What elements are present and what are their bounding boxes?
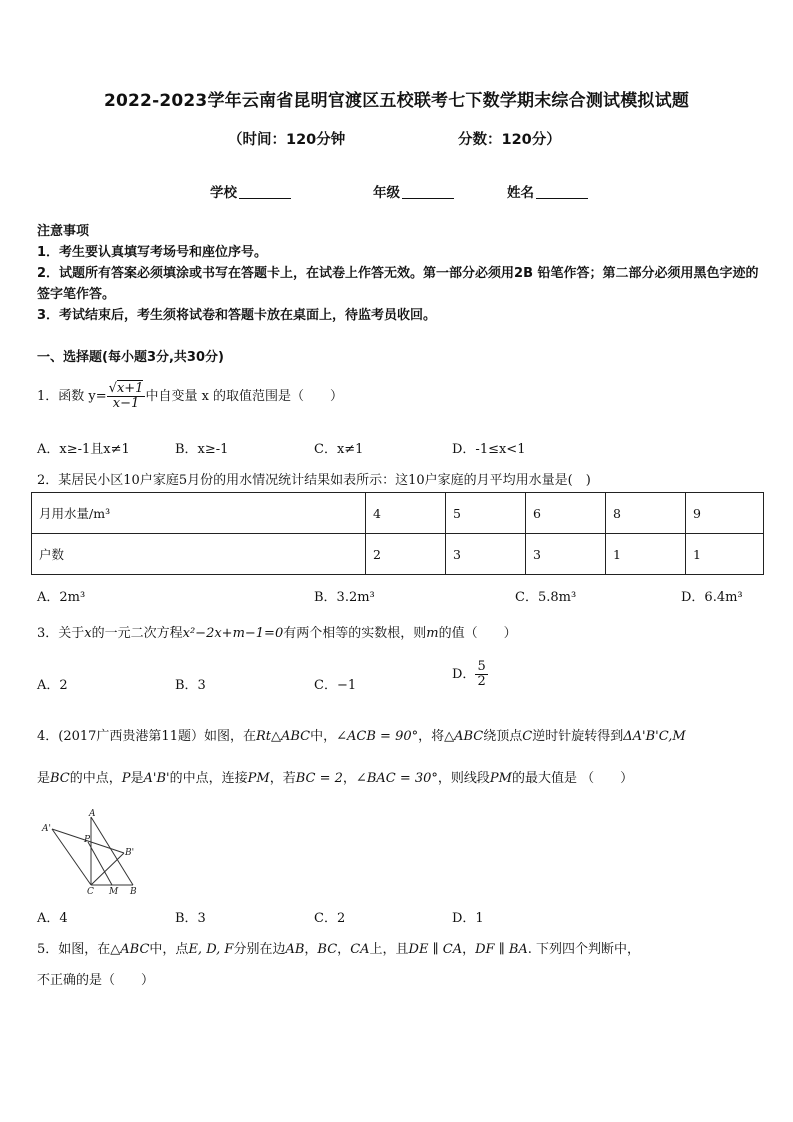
label-m: M [109, 887, 119, 895]
q3-frac-den: 2 [477, 674, 486, 690]
grade-field [373, 181, 454, 201]
q3-text: 的一元二次方程 [91, 626, 183, 641]
q4-text: ，若 [269, 771, 296, 786]
q1-numerator: x+1 [116, 380, 144, 396]
q2-option-b[interactable]: B．3.2m³ [314, 590, 375, 605]
notes-block [37, 221, 762, 326]
question-5-line-2: 不正确的是（ ） [37, 973, 155, 988]
question-4-line-2 [37, 767, 633, 786]
exam-score: 分数：120分） [458, 132, 561, 148]
label-c: C [87, 887, 94, 895]
table-cell: 2 [366, 534, 446, 575]
q4-text: 4．(2017广西贵港第11题）如图，在 [37, 729, 256, 744]
q4-math: Rt△ABC [255, 729, 311, 744]
table-cell: 1 [686, 534, 764, 575]
school-field [210, 181, 291, 201]
table-cell: 4 [366, 493, 446, 534]
q5-text: 中，点 [149, 942, 189, 957]
q3-frac-num: 5 [477, 659, 486, 674]
exam-time: （时间：120分钟 [228, 132, 346, 148]
q5-text: . 下列四个判断中， [527, 942, 641, 957]
school-blank[interactable] [239, 184, 291, 199]
q4-math: PM [489, 771, 512, 786]
table-cell: 1 [606, 534, 686, 575]
school-label: 学校 [210, 185, 237, 201]
q4-text: 是 [130, 771, 144, 786]
question-2: 2．某居民小区10户家庭5月份的用水情况统计结果如表所示：这10户家庭的月平均用水量是( ) [37, 473, 591, 488]
q5-text: ， [304, 942, 318, 957]
q4-text: 的中点， [69, 771, 122, 786]
q4-option-a[interactable]: A．4 [37, 911, 68, 926]
sqrt-symbol: √ [108, 380, 117, 396]
q5-text: 分别在边 [233, 942, 286, 957]
table-cell: 6 [526, 493, 606, 534]
label-a-prime: A' [42, 824, 51, 834]
question-4-line-1 [37, 725, 686, 744]
grade-label: 年级 [373, 185, 400, 201]
q4-math: ABC [454, 729, 484, 744]
q4-math: BC [50, 771, 70, 786]
q3-equation: x²−2x+m−1=0 [182, 626, 284, 641]
q4-text: 中， [310, 729, 337, 744]
q5-text: ， [462, 942, 476, 957]
q3-option-a[interactable]: A．2 [37, 678, 68, 693]
q5-math: AB [285, 942, 305, 957]
table-cell: 户数 [32, 534, 366, 575]
q5-math: BC [317, 942, 338, 957]
table-cell: 3 [526, 534, 606, 575]
table-cell: 月用水量/m³ [32, 493, 366, 534]
label-p: P [84, 835, 91, 845]
q5-math: DF [475, 942, 495, 957]
name-label: 姓名 [507, 185, 534, 201]
exam-title: 2022-2023学年云南省昆明官渡区五校联考七下数学期末综合测试模拟试题 [103, 91, 690, 111]
q4-text: ， [342, 771, 356, 786]
q4-text: 的中点，连接 [169, 771, 248, 786]
q3-option-d[interactable] [452, 660, 488, 690]
q4-triangle-figure [38, 805, 148, 895]
q5-math: DE [408, 942, 429, 957]
q5-math: BA [508, 942, 528, 957]
q3-text: 的值（ ） [438, 626, 517, 641]
figure-line [91, 853, 124, 885]
q4-math: C [522, 729, 533, 744]
q3-option-c[interactable]: C．−1 [314, 678, 357, 693]
q4-text: ，则线段 [437, 771, 490, 786]
name-blank[interactable] [536, 184, 588, 199]
question-3 [37, 622, 517, 641]
table-row [32, 534, 764, 575]
table-cell: 3 [446, 534, 526, 575]
q3-var-x: x [84, 626, 92, 641]
question-5-line-1 [37, 938, 640, 957]
table-cell: 9 [686, 493, 764, 534]
notes-heading: 注意事项 [37, 224, 90, 239]
q5-text: 5．如图，在△ [37, 942, 121, 957]
q1-option-c[interactable]: C．x≠1 [314, 442, 364, 457]
q1-option-b[interactable]: B．x≥-1 [175, 442, 229, 457]
q4-math: P [121, 771, 131, 786]
q4-option-c[interactable]: C．2 [314, 911, 346, 926]
q1-option-d[interactable]: D．-1≤x<1 [452, 442, 526, 457]
table-cell: 5 [446, 493, 526, 534]
q5-math: E, D, F [188, 942, 234, 957]
q5-text: 上，且 [369, 942, 409, 957]
q1-prefix: 1．函数 y= [37, 389, 107, 404]
q1-suffix: 中自变量 x 的取值范围是（ ） [145, 389, 344, 404]
q5-math: CA [350, 942, 370, 957]
q1-denominator: x−1 [112, 396, 140, 411]
q4-math: BC = 2 [295, 771, 343, 786]
q1-option-a[interactable]: A．x≥-1且x≠1 [37, 442, 130, 457]
label-b-prime: B' [125, 848, 135, 858]
name-field [507, 181, 588, 201]
q3-text: 3．关于 [37, 626, 85, 641]
q1-fraction [107, 382, 146, 412]
q4-text: 逆时针旋转得到 [532, 729, 624, 744]
water-usage-table [31, 492, 764, 575]
q2-option-c[interactable]: C．5.8m³ [515, 590, 577, 605]
label-b: B [130, 887, 137, 895]
q4-text: 绕顶点 [483, 729, 523, 744]
q5-math: CA [442, 942, 463, 957]
q3-option-d-fraction [475, 660, 487, 690]
note-item-1: 1．考生要认真填写考场号和座位序号。 [37, 245, 268, 260]
note-item-3: 3．考试结束后，考生须将试卷和答题卡放在桌面上，待监考员收回。 [37, 308, 437, 323]
q4-text: 是 [37, 771, 51, 786]
question-1 [37, 378, 343, 416]
q4-math: ∠ACB = 90° [336, 729, 419, 744]
q2-option-a[interactable]: A．2m³ [37, 590, 86, 605]
q4-text: 的最大值是 （ ） [511, 771, 634, 786]
q3-option-d-label: D． [452, 666, 476, 682]
note-item-2: 2．试题所有答案必须填涂或书写在答题卡上，在试卷上作答无效。第一部分必须用2B 铅笔作答；第二部分必须用黑色字迹的签字笔作答。 [37, 266, 759, 302]
table-cell: 8 [606, 493, 686, 534]
q5-text: ∥ [494, 942, 509, 957]
q4-math: ΔA'B'C,M [623, 729, 686, 744]
q4-math: ∠BAC = 30° [355, 771, 438, 786]
q5-text: ， [337, 942, 351, 957]
q2-option-d[interactable]: D．6.4m³ [681, 590, 743, 605]
q4-option-b[interactable]: B．3 [175, 911, 206, 926]
q3-var-m: m [426, 626, 439, 641]
q4-math: A'B' [143, 771, 170, 786]
label-a: A [89, 809, 96, 819]
q4-text: ，将△ [418, 729, 455, 744]
q5-text: ∥ [428, 942, 443, 957]
figure-line [88, 842, 112, 885]
table-row [32, 493, 764, 534]
q5-math: ABC [120, 942, 150, 957]
section-heading: 一、选择题(每小题3分,共30分) [37, 350, 224, 365]
q4-option-d[interactable]: D．1 [452, 911, 484, 926]
q3-option-b[interactable]: B．3 [175, 678, 206, 693]
q3-text: 有两个相等的实数根，则 [283, 626, 427, 641]
q4-math: PM [247, 771, 270, 786]
grade-blank[interactable] [402, 184, 454, 199]
